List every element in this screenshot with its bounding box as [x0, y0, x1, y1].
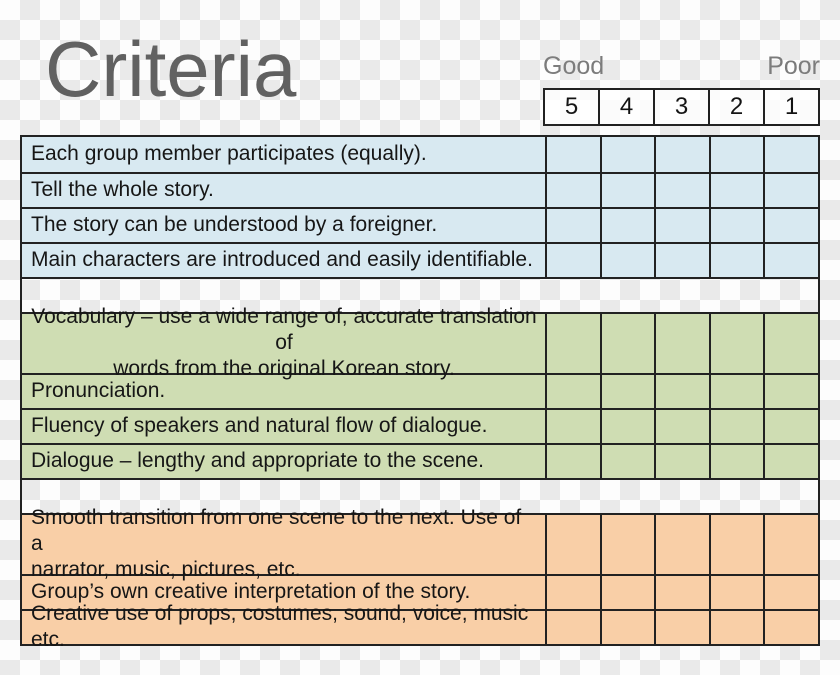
good-label: Good [543, 52, 605, 80]
score-cell [545, 209, 600, 242]
score-cell [654, 515, 709, 574]
score-cell [654, 209, 709, 242]
score-cell [654, 137, 709, 172]
page-title: Criteria [45, 25, 297, 113]
criteria-line: Each group member participates (equally). [31, 141, 427, 165]
criteria-text [22, 505, 545, 582]
score-cell [600, 314, 655, 373]
score-cell [709, 410, 764, 443]
score-cell [709, 314, 764, 373]
score-cell [600, 209, 655, 242]
score-cell [600, 137, 655, 172]
score-cell [654, 244, 709, 277]
score-cell [763, 174, 818, 207]
score-cell [709, 174, 764, 207]
criteria-row [22, 172, 818, 207]
score-cell [654, 611, 709, 644]
score-cell [545, 244, 600, 277]
criteria-row [22, 137, 818, 172]
score-cell [709, 209, 764, 242]
criteria-row [22, 601, 818, 651]
criteria-line: Pronunciation. [31, 378, 166, 402]
score-cell [709, 445, 764, 478]
criteria-row [22, 443, 818, 478]
criteria-line: narrator, music, pictures, etc. [31, 558, 301, 582]
score-cell [600, 244, 655, 277]
score-cell [763, 515, 818, 574]
score-cell [763, 137, 818, 172]
criteria-text [22, 137, 545, 172]
criteria-text [22, 445, 545, 478]
criteria-section-1 [20, 135, 820, 279]
score-cell [654, 314, 709, 373]
score-cell [709, 137, 764, 172]
score-cell [654, 410, 709, 443]
scale-cell-4: 4 [598, 90, 653, 124]
criteria-section-2 [20, 304, 820, 480]
criteria-section-3 [20, 505, 820, 651]
criteria-row [22, 242, 818, 277]
score-cell [709, 576, 764, 609]
poor-label: Poor [767, 52, 820, 80]
score-cell [545, 576, 600, 609]
criteria-line: Smooth transition from one scene to the next. Use of a [31, 505, 522, 555]
score-cell [763, 576, 818, 609]
score-cell [654, 174, 709, 207]
score-cell [600, 515, 655, 574]
score-cell [600, 611, 655, 644]
criteria-row [22, 304, 818, 381]
criteria-text [22, 375, 545, 408]
scale-cell-1: 1 [763, 90, 818, 124]
score-cell [545, 515, 600, 574]
criteria-row [22, 408, 818, 443]
criteria-line: words from the original Korean story. [113, 357, 455, 381]
criteria-line: Tell the whole story. [31, 177, 214, 201]
score-cell [654, 445, 709, 478]
score-cell [763, 209, 818, 242]
criteria-text [22, 304, 545, 381]
criteria-line: The story can be understood by a foreigner. [31, 212, 438, 236]
score-cell [600, 375, 655, 408]
criteria-line: Fluency of speakers and natural flow of dialogue. [31, 413, 488, 437]
criteria-line: Vocabulary – use a wide range of, accurate translation of [31, 304, 537, 354]
score-cell [709, 515, 764, 574]
scale-cell-3: 3 [653, 90, 708, 124]
score-cell [763, 375, 818, 408]
score-cell [600, 410, 655, 443]
score-cell [545, 314, 600, 373]
criteria-line: Dialogue – lengthy and appropriate to the scene. [31, 448, 484, 472]
score-cell [763, 314, 818, 373]
criteria-row [22, 207, 818, 242]
criteria-text [22, 244, 545, 277]
score-cell [709, 244, 764, 277]
score-cell [763, 410, 818, 443]
scale-cell-2: 2 [708, 90, 763, 124]
score-cell [545, 611, 600, 644]
scale-labels [543, 53, 820, 81]
score-cell [763, 445, 818, 478]
score-cell [545, 137, 600, 172]
criteria-line: Creative use of props, costumes, sound, voice, music etc. [31, 601, 529, 651]
criteria-text [22, 209, 545, 242]
criteria-text [22, 601, 545, 651]
score-cell [545, 174, 600, 207]
criteria-row [22, 505, 818, 582]
score-cell [763, 611, 818, 644]
criteria-line: Main characters are introduced and easily identifiable. [31, 247, 533, 271]
criteria-row [22, 373, 818, 408]
score-cell [600, 445, 655, 478]
score-cell [545, 410, 600, 443]
rating-scale-header [543, 88, 820, 126]
criteria-text [22, 174, 545, 207]
score-cell [709, 611, 764, 644]
score-cell [654, 375, 709, 408]
scale-cell-5: 5 [564, 93, 579, 120]
score-cell [709, 375, 764, 408]
score-cell [763, 244, 818, 277]
rubric-table [20, 135, 820, 651]
score-cell [600, 174, 655, 207]
score-cell [545, 375, 600, 408]
score-cell [545, 445, 600, 478]
score-cell [654, 576, 709, 609]
criteria-line: Group’s own creative interpretation of the story. [31, 579, 471, 603]
score-cell [600, 576, 655, 609]
criteria-text [22, 410, 545, 443]
